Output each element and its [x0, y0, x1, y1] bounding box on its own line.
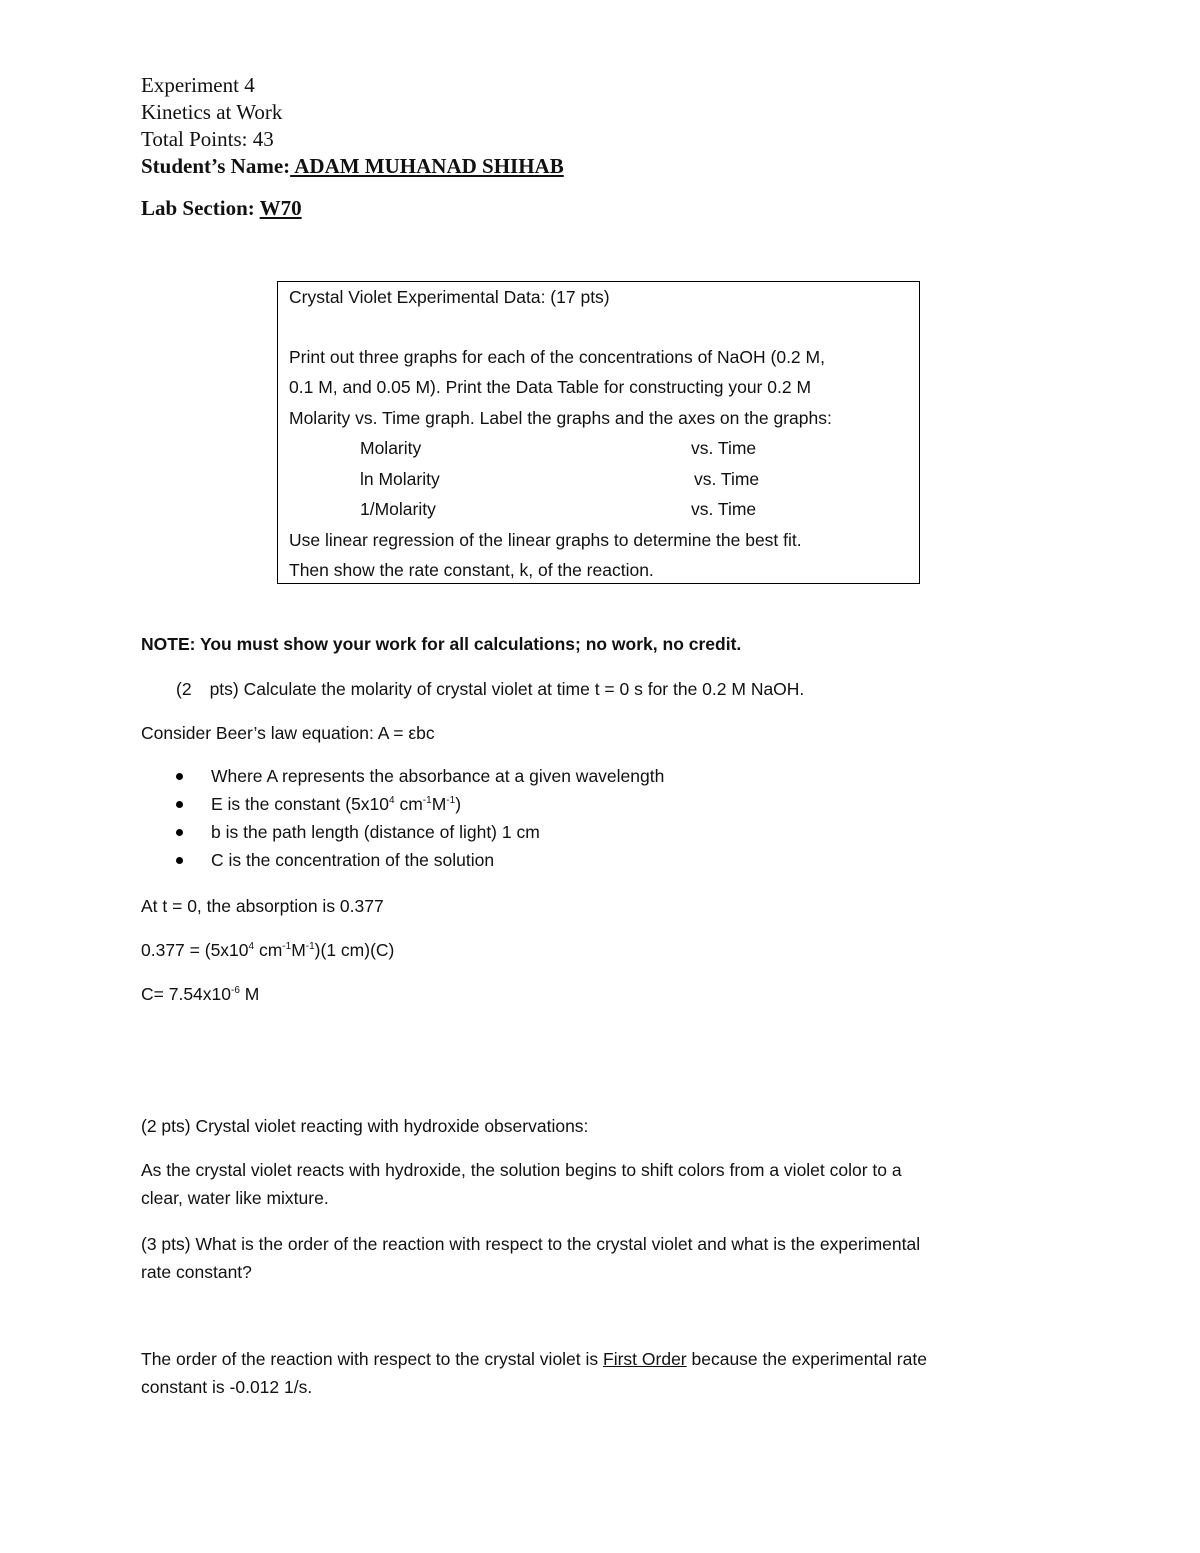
- bullet-dot-icon: [176, 773, 183, 780]
- equation-text: 0.377 = (5x10: [141, 940, 249, 960]
- unit-text: M: [239, 984, 260, 1004]
- bullet-dot-icon: [176, 857, 183, 864]
- q2-answer-line: As the crystal violet reacts with hydroxide, the solution begins to shift colors from a violet color to a: [141, 1160, 902, 1180]
- q1-prompt-text: pts) Calculate the molarity of crystal violet at time t = 0 s for the 0.2 M NaOH.: [209, 679, 805, 699]
- q1-answer-result: [141, 984, 259, 1005]
- data-box-heading: Crystal Violet Experimental Data: (17 pts): [289, 287, 610, 307]
- graph-x-label: vs. Time: [691, 499, 757, 519]
- graph-x-label: vs. Time: [694, 469, 760, 489]
- unit-text: cm: [254, 940, 283, 960]
- total-points: Total Points: 43: [141, 127, 274, 151]
- beer-law-equation: Consider Beer’s law equation: A = εbc: [141, 723, 435, 743]
- exponent: -6: [231, 985, 240, 997]
- bullet-constant-text: E is the constant (5x10: [211, 794, 390, 814]
- bullet-dot-icon: [176, 829, 183, 836]
- exponent: 4: [248, 941, 255, 953]
- q2-answer-line: clear, water like mixture.: [141, 1188, 329, 1208]
- experiment-title: Kinetics at Work: [141, 100, 283, 124]
- q1-points: (2: [176, 679, 192, 699]
- unit-text: ): [455, 794, 462, 814]
- graph-y-label: Molarity: [360, 438, 422, 458]
- graph-x-label: vs. Time: [691, 438, 757, 458]
- exponent: -1: [422, 795, 432, 807]
- bullet-concentration: C is the concentration of the solution: [211, 850, 495, 870]
- experiment-number: Experiment 4: [141, 73, 255, 97]
- exponent: -1: [305, 941, 315, 953]
- reaction-order: First Order: [603, 1349, 687, 1369]
- q3-answer-rate-constant: constant is -0.012 1/s.: [141, 1377, 313, 1397]
- data-box-instruction: Molarity vs. Time graph. Label the graphs and the axes on the graphs:: [289, 408, 832, 428]
- unit-text: M: [291, 940, 306, 960]
- q3-answer-text: The order of the reaction with respect to the crystal violet is: [141, 1349, 604, 1369]
- student-name-row: [141, 153, 564, 180]
- q3-prompt-line: rate constant?: [141, 1262, 252, 1282]
- lab-section-row: [141, 195, 302, 222]
- q1-prompt: [176, 679, 804, 700]
- exponent: 4: [389, 795, 395, 807]
- result-text: C= 7.54x10: [141, 984, 231, 1004]
- bullet-constant: [211, 794, 461, 815]
- data-box-instruction: 0.1 M, and 0.05 M). Print the Data Table for constructing your 0.2 M: [289, 377, 812, 397]
- data-box-footer: Then show the rate constant, k, of the reaction.: [289, 560, 654, 580]
- q3-answer-text: because the experimental rate: [686, 1349, 927, 1369]
- student-name-label: Student’s Name:: [141, 154, 291, 178]
- work-note: NOTE: You must show your work for all calculations; no work, no credit.: [141, 634, 742, 654]
- equation-text: )(1 cm)(C): [314, 940, 395, 960]
- data-box-instruction: Print out three graphs for each of the concentrations of NaOH (0.2 M,: [289, 347, 825, 367]
- experimental-data-box: [277, 281, 920, 584]
- lab-section-value: W70: [259, 196, 302, 220]
- q3-answer-line: [141, 1349, 927, 1370]
- bullet-path-length: b is the path length (distance of light) 1 cm: [211, 822, 540, 842]
- q2-prompt: (2 pts) Crystal violet reacting with hydroxide observations:: [141, 1116, 589, 1136]
- q3-prompt-line: (3 pts) What is the order of the reaction with respect to the crystal violet and what is the experimental: [141, 1234, 921, 1254]
- data-box-footer: Use linear regression of the linear graphs to determine the best fit.: [289, 530, 802, 550]
- q1-answer-absorption: At t = 0, the absorption is 0.377: [141, 896, 384, 916]
- graph-y-label: ln Molarity: [360, 469, 440, 489]
- bullet-dot-icon: [176, 801, 183, 808]
- exponent: -1: [282, 941, 292, 953]
- bullet-absorbance: Where A represents the absorbance at a given wavelength: [211, 766, 665, 786]
- student-name-value: ADAM MUHANAD SHIHAB: [290, 154, 564, 178]
- q1-answer-equation: [141, 940, 394, 961]
- graph-y-label: 1/Molarity: [360, 499, 436, 519]
- unit-text: cm: [394, 794, 423, 814]
- exponent: -1: [446, 795, 456, 807]
- unit-text: M: [431, 794, 447, 814]
- lab-section-label: Lab Section:: [141, 196, 255, 220]
